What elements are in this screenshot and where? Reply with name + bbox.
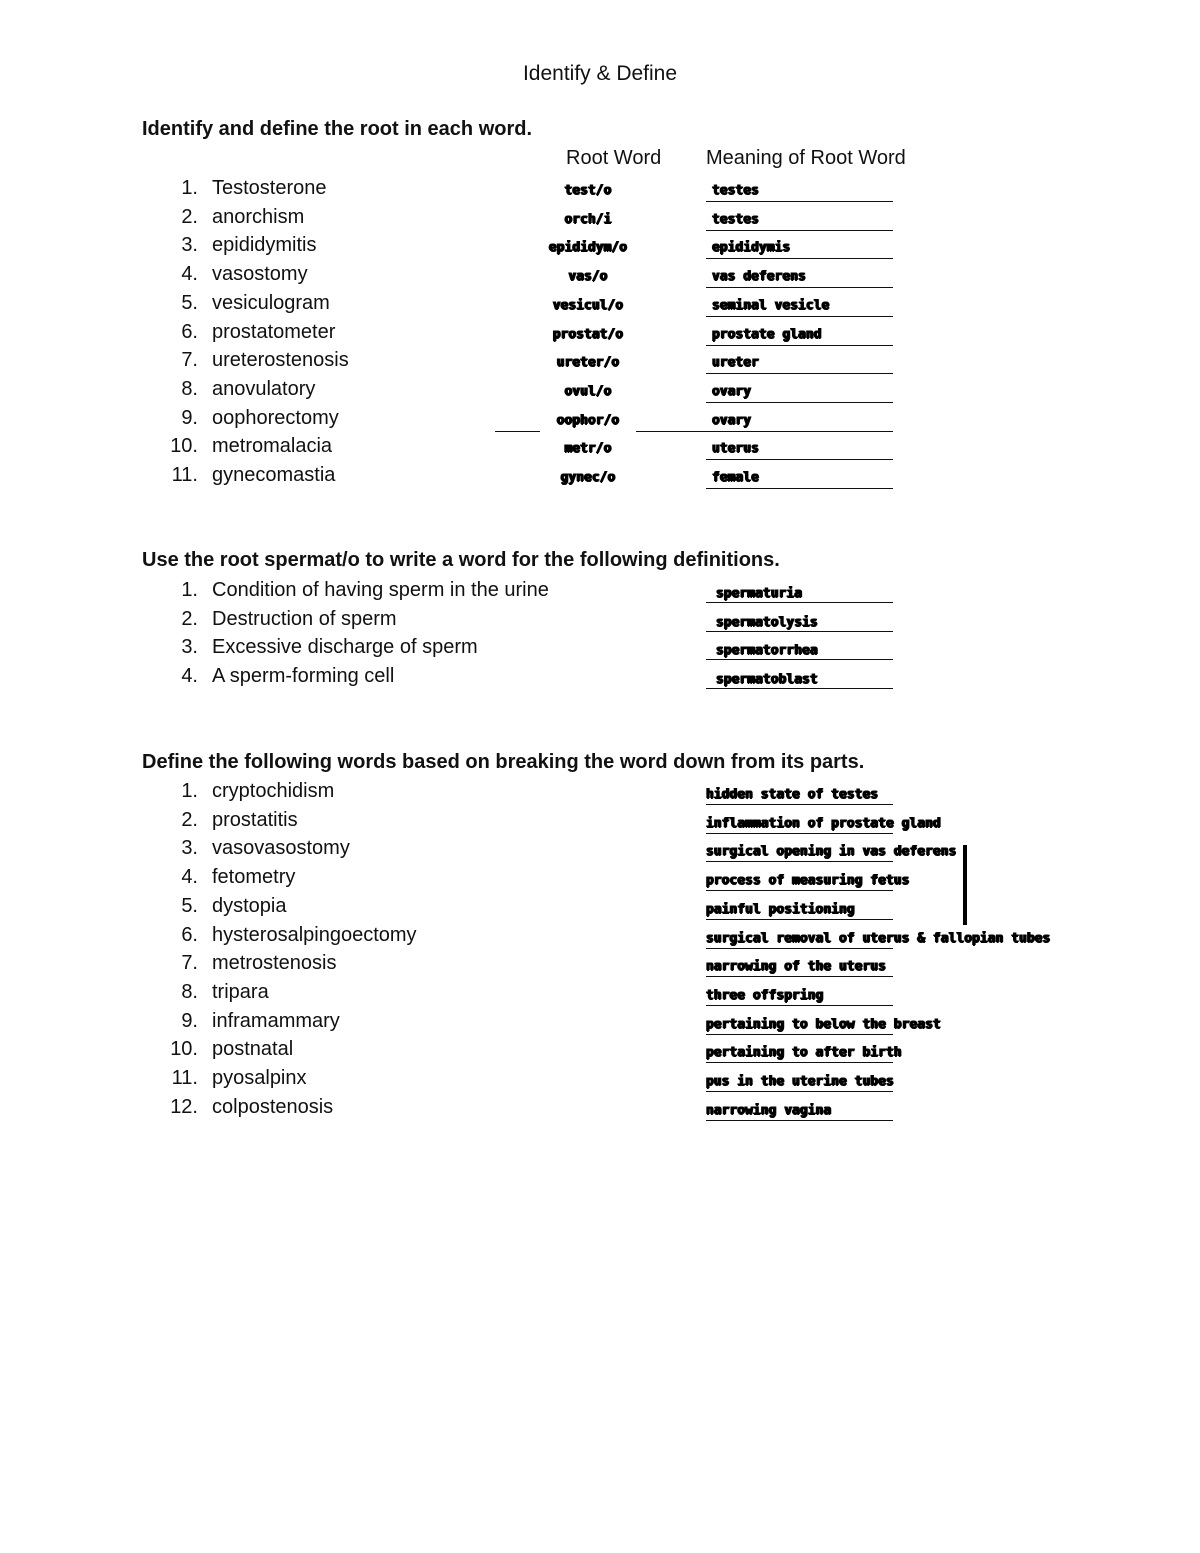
section2-row [0,665,1200,693]
meaning-line [706,230,893,231]
section1-row [0,292,1200,320]
col-meaning-header: Meaning of Root Word [706,147,906,169]
answer-line [706,833,893,834]
meaning-line [706,345,893,346]
item-number: 3. [181,234,198,257]
answer-text: spermatolysis [716,614,818,630]
section1-row [0,435,1200,463]
answer-text: spermaturia [716,586,803,601]
meaning-answer: ureter [712,355,759,371]
meaning-line [706,316,893,317]
col-root-header: Root Word [566,147,662,169]
answer-line [706,659,893,660]
item-number: 4. [181,665,198,688]
section3-row [0,1096,1200,1124]
item-word: postnatal [212,1038,294,1061]
section1-row [0,378,1200,406]
answer-text: painful positioning [706,901,855,917]
item-word: vasovasostomy [212,837,350,860]
meaning-answer: uterus [712,441,759,457]
section3-row [0,809,1200,837]
item-word: inframammary [212,1009,340,1032]
root-answer: vas/o [568,269,608,285]
blank-line [636,431,823,432]
root-answer: test/o [564,183,612,198]
item-number: 1. [181,177,198,199]
item-word: fetometry [212,866,296,889]
blank-line [495,431,540,432]
root-answer: ureter/o [556,355,620,371]
meaning-answer: vas deferens [712,269,806,285]
answer-text: narrowing of the uterus [706,959,887,975]
item-word: colpostenosis [212,1095,334,1118]
meaning-answer: female [712,470,759,485]
answer-text: pertaining to below the breast [706,1016,941,1032]
item-number: 1. [181,780,198,802]
section3-row [0,866,1200,894]
meaning-line [706,459,893,460]
root-answer: prostat/o [552,326,624,342]
item-number: 10. [170,435,198,458]
item-word: prostatitis [212,808,298,831]
meaning-answer: testes [712,183,759,198]
answer-line [706,919,893,920]
item-word: vasostomy [212,263,308,286]
item-number: 5. [181,291,198,314]
meaning-line [706,373,893,374]
item-definition: A sperm-forming cell [212,665,395,688]
item-word: prostatometer [212,320,336,343]
section3-row [0,1038,1200,1066]
item-number: 7. [181,952,198,975]
meaning-line [706,201,893,202]
item-number: 10. [170,1038,198,1061]
item-number: 11. [171,1067,198,1089]
item-number: 1. [181,579,198,601]
section1-row [0,407,1200,435]
answer-line [706,976,893,977]
section3-row [0,1010,1200,1038]
root-answer: orch/i [564,211,612,227]
section1-row [0,177,1200,205]
answer-text: surgical opening in vas deferens [706,844,957,860]
handwritten-bracket [963,845,967,925]
answer-text: process of measuring fetus [706,873,910,889]
answer-text: spermatoblast [716,672,818,688]
item-number: 2. [181,205,198,228]
section3-row [0,981,1200,1009]
meaning-answer: epididymis [712,240,791,256]
answer-line [706,890,893,891]
section1-heading: Identify and define the root in each word. [142,118,533,140]
item-number: 4. [181,866,198,889]
section3-row [0,837,1200,865]
item-number: 4. [181,263,198,286]
section2-row [0,579,1200,607]
section1-row [0,321,1200,349]
root-answer: oophor/o [556,412,620,428]
item-number: 2. [181,607,198,630]
answer-text: inflammation of prostate gland [706,815,941,831]
answer-line [706,1120,893,1121]
answer-line [706,804,893,805]
section1-row [0,234,1200,262]
item-word: metromalacia [212,435,333,458]
section1-row [0,263,1200,291]
answer-text: spermatorrhea [716,643,818,659]
item-word: vesiculogram [212,291,330,314]
answer-line [706,948,893,949]
item-number: 7. [181,349,198,372]
root-answer: gynec/o [560,470,616,485]
answer-text: surgical removal of uterus & fallopian tubes [706,930,1051,946]
root-answer: vesicul/o [552,297,624,313]
item-word: ureterostenosis [212,349,349,372]
item-word: dystopia [212,894,287,917]
answer-line [706,1062,893,1063]
item-word: hysterosalpingoectomy [212,923,417,946]
section2-heading: Use the root spermat/o to write a word for the following definitions. [142,549,780,571]
item-word: epididymitis [212,234,317,257]
section1-row [0,206,1200,234]
item-number: 2. [181,808,198,831]
meaning-answer: ovary [712,412,752,428]
answer-text: narrowing vagina [706,1102,832,1118]
answer-text: hidden state of testes [706,787,879,802]
item-number: 8. [181,980,198,1003]
item-number: 6. [181,923,198,946]
item-number: 12. [170,1095,198,1118]
meaning-answer: prostate gland [712,326,822,342]
meaning-line [706,258,893,259]
meaning-answer: ovary [712,383,752,399]
section1-row [0,464,1200,492]
answer-line [706,602,893,603]
item-number: 3. [181,837,198,860]
answer-text: three offspring [706,987,824,1003]
item-word: oophorectomy [212,406,339,429]
meaning-line [706,287,893,288]
meaning-line [706,488,893,489]
item-word: anovulatory [212,377,316,400]
item-word: tripara [212,980,269,1003]
answer-text: pus in the uterine tubes [706,1074,894,1089]
item-number: 9. [181,406,198,429]
answer-line [706,1034,893,1035]
item-word: cryptochidism [212,780,335,802]
section3-heading: Define the following words based on breaking the word down from its parts. [142,751,865,773]
answer-line [706,1005,893,1006]
item-definition: Destruction of sperm [212,607,397,630]
item-word: anorchism [212,205,305,228]
page-title: Identify & Define [522,62,678,85]
answer-line [706,861,893,862]
item-number: 9. [181,1009,198,1032]
section3-row [0,780,1200,808]
root-answer: ovul/o [564,383,612,399]
item-word: metrostenosis [212,952,337,975]
section3-row [0,924,1200,952]
item-word: pyosalpinx [212,1067,307,1089]
item-number: 5. [181,894,198,917]
item-definition: Condition of having sperm in the urine [212,579,549,601]
item-word: gynecomastia [212,464,336,486]
answer-line [706,1091,893,1092]
item-number: 11. [171,464,198,486]
root-answer: epididym/o [548,240,628,256]
item-number: 3. [181,636,198,659]
section3-row [0,1067,1200,1095]
section2-row [0,636,1200,664]
section3-row [0,895,1200,923]
item-number: 6. [181,320,198,343]
section2-row [0,608,1200,636]
answer-line [706,688,893,689]
meaning-answer: testes [712,211,759,227]
meaning-line [706,402,893,403]
item-definition: Excessive discharge of sperm [212,636,478,659]
meaning-answer: seminal vesicle [712,297,830,313]
item-number: 8. [181,377,198,400]
answer-text: pertaining to after birth [706,1045,902,1061]
answer-line [706,631,893,632]
item-word: Testosterone [212,177,327,199]
root-answer: metr/o [564,441,612,457]
section1-row [0,349,1200,377]
section3-row [0,952,1200,980]
